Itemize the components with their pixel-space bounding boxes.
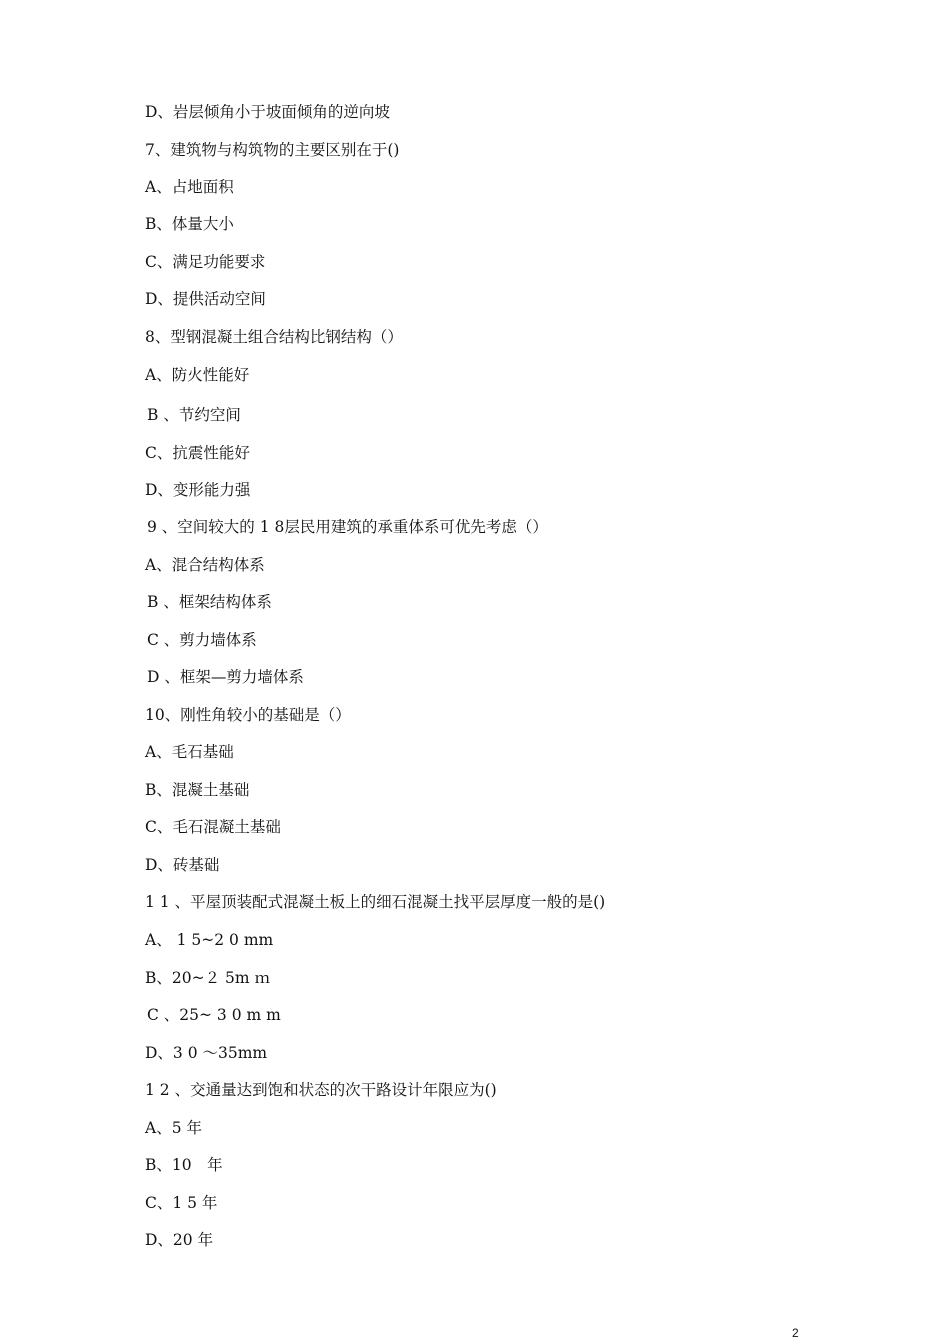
option-b: B 、节约空间 <box>147 406 241 424</box>
option-b: B、体量大小 <box>145 215 234 233</box>
option-a: A、5 年 <box>145 1119 202 1137</box>
question-7: 7、建筑物与构筑物的主要区别在于() <box>145 141 400 159</box>
page-number: 2 <box>792 1326 799 1340</box>
option-d: D、砖基础 <box>145 856 220 874</box>
option-b: B、20~２ 5m ｍ <box>145 969 271 987</box>
option-b: B、10 年 <box>145 1156 223 1174</box>
option-c: C 、25~ 3 0 m m <box>147 1006 281 1024</box>
question-11: 1 1 、平屋顶装配式混凝土板上的细石混凝土找平层厚度一般的是() <box>145 893 606 911</box>
option-c: C 、剪力墙体系 <box>147 631 257 649</box>
question-10: 10、刚性角较小的基础是（） <box>145 706 351 724</box>
option-a: A、 1 5~2 0 mm <box>145 931 274 949</box>
text-line: D、岩层倾角小于坡面倾角的逆向坡 <box>145 103 390 121</box>
option-a: A、占地面积 <box>145 178 234 196</box>
option-a: A、混合结构体系 <box>145 556 265 574</box>
option-d: D、20 年 <box>145 1231 214 1249</box>
option-d: D 、框架—剪力墙体系 <box>147 668 304 686</box>
option-c: C、满足功能要求 <box>145 253 266 271</box>
option-d: D、3 0 ～35mm <box>145 1044 268 1062</box>
option-a: A、毛石基础 <box>145 743 234 761</box>
option-a: A、防火性能好 <box>145 366 250 384</box>
option-c: C、抗震性能好 <box>145 444 250 462</box>
option-d: D、变形能力强 <box>145 481 251 499</box>
question-8: 8、型钢混凝土组合结构比钢结构（） <box>145 328 403 346</box>
question-9: 9 、空间较大的 1 8层民用建筑的承重体系可优先考虑（） <box>147 518 548 536</box>
option-d: D、提供活动空间 <box>145 290 266 308</box>
option-c: C、毛石混凝土基础 <box>145 818 281 836</box>
question-12: 1 2 、交通量达到饱和状态的次干路设计年限应为() <box>145 1081 497 1099</box>
option-b: B、混凝土基础 <box>145 781 250 799</box>
option-c: C、1 5 年 <box>145 1194 218 1212</box>
option-b: B 、框架结构体系 <box>147 593 272 611</box>
